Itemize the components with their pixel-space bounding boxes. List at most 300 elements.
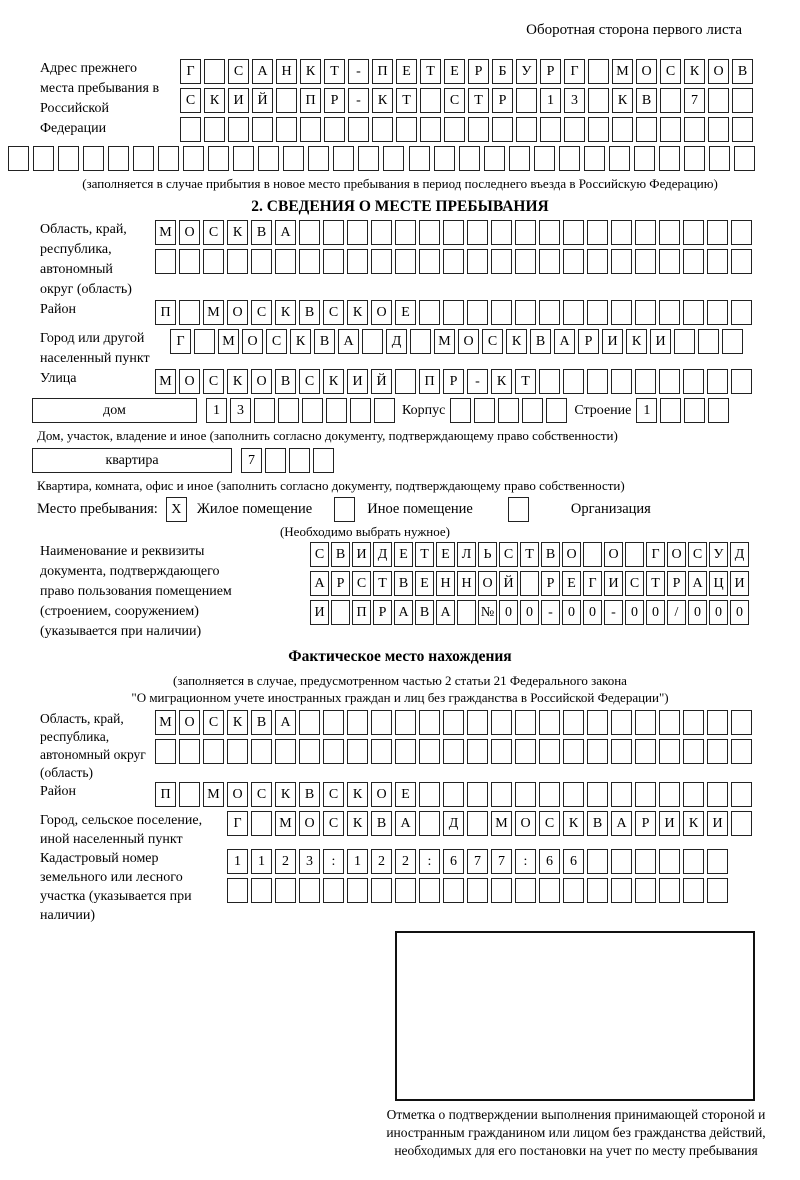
char-cell — [707, 220, 728, 245]
char-cell: О — [179, 369, 200, 394]
char-cell: Б — [492, 59, 513, 84]
char-cell: Й — [499, 571, 518, 596]
char-cell: 0 — [583, 600, 602, 625]
char-cell — [540, 117, 561, 142]
char-cell — [227, 878, 248, 903]
char-cell: К — [290, 329, 311, 354]
char-cell — [491, 878, 512, 903]
char-cell — [155, 249, 176, 274]
stay-type-note: (Необходимо выбрать нужное) — [279, 524, 451, 539]
char-cell: С — [251, 782, 272, 807]
char-cell — [180, 117, 201, 142]
char-cell — [659, 739, 680, 764]
char-cell — [276, 117, 297, 142]
char-cell — [563, 300, 584, 325]
char-cell — [371, 710, 392, 735]
char-cell — [158, 146, 179, 171]
char-cell: И — [604, 571, 623, 596]
char-cell: В — [394, 571, 413, 596]
char-cell: Р — [324, 88, 345, 113]
char-cell — [707, 249, 728, 274]
char-cell: П — [155, 782, 176, 807]
char-cell: Д — [386, 329, 407, 354]
char-cell — [419, 249, 440, 274]
char-cell — [33, 146, 54, 171]
char-cell: С — [203, 369, 224, 394]
char-cell — [516, 117, 537, 142]
char-cell — [515, 710, 536, 735]
char-cell — [179, 782, 200, 807]
char-cell: К — [347, 782, 368, 807]
city-block-2 — [40, 811, 755, 849]
char-cell — [252, 117, 273, 142]
char-cell — [467, 739, 488, 764]
char-cell — [659, 300, 680, 325]
char-cell — [520, 571, 539, 596]
char-cell — [459, 146, 480, 171]
stay-type-label: Место пребывания: — [37, 501, 158, 517]
char-cell: 7 — [241, 448, 262, 473]
char-cell — [515, 249, 536, 274]
char-cell: М — [155, 710, 176, 735]
char-cell: К — [372, 88, 393, 113]
char-cell — [635, 878, 656, 903]
char-cell: М — [612, 59, 633, 84]
char-cell: О — [371, 300, 392, 325]
char-cell — [731, 710, 752, 735]
char-cell — [563, 878, 584, 903]
house-block — [32, 398, 800, 427]
char-cell — [299, 249, 320, 274]
char-cell — [731, 249, 752, 274]
char-cell: Т — [415, 542, 434, 567]
char-cell: И — [228, 88, 249, 113]
option-residential-label: Жилое помещение — [196, 501, 313, 517]
city-block — [40, 329, 755, 369]
char-cell: М — [155, 220, 176, 245]
char-cell: Г — [646, 542, 665, 567]
cadastre-label: Кадастровый номер земельного или лесного участка (указывается при наличии) — [40, 851, 192, 923]
char-cell: В — [587, 811, 608, 836]
char-cell — [684, 146, 705, 171]
char-cell — [194, 329, 215, 354]
char-cell: Т — [396, 88, 417, 113]
char-cell: А — [611, 811, 632, 836]
char-cell — [707, 300, 728, 325]
char-cell: У — [516, 59, 537, 84]
document-block — [40, 542, 755, 642]
korpus-label: Корпус — [402, 403, 446, 418]
char-cell — [588, 117, 609, 142]
char-cell — [419, 811, 440, 836]
prev-address-row-1 — [180, 59, 753, 84]
char-cell — [587, 710, 608, 735]
char-cell — [204, 59, 225, 84]
char-cell: Д — [730, 542, 749, 567]
char-cell — [515, 878, 536, 903]
char-cell — [539, 782, 560, 807]
char-cell — [323, 878, 344, 903]
char-cell: С — [299, 369, 320, 394]
char-cell — [731, 300, 752, 325]
char-cell: И — [730, 571, 749, 596]
char-cell — [539, 739, 560, 764]
char-cell: В — [299, 782, 320, 807]
char-cell — [563, 782, 584, 807]
char-cell — [587, 739, 608, 764]
stroenie-label: Строение — [574, 403, 632, 418]
char-cell: 0 — [499, 600, 518, 625]
char-cell — [409, 146, 430, 171]
char-cell: В — [251, 710, 272, 735]
char-cell — [313, 448, 334, 473]
char-cell — [467, 220, 488, 245]
char-cell — [467, 811, 488, 836]
char-cell — [83, 146, 104, 171]
char-cell: Р — [667, 571, 686, 596]
char-cell — [612, 117, 633, 142]
char-cell: О — [179, 220, 200, 245]
char-cell — [587, 782, 608, 807]
char-cell — [515, 782, 536, 807]
char-cell — [635, 849, 656, 874]
char-cell — [371, 739, 392, 764]
prev-address-note: (заполняется в случае прибытия в новое место пребывания в период последнего въезда в Российскую Федерацию) — [82, 176, 718, 191]
char-cell: С — [539, 811, 560, 836]
char-cell: А — [275, 220, 296, 245]
char-cell — [258, 146, 279, 171]
char-cell — [331, 600, 350, 625]
char-cell — [419, 300, 440, 325]
document-row-1 — [310, 542, 749, 567]
char-cell: К — [275, 782, 296, 807]
char-cell — [333, 146, 354, 171]
char-cell — [395, 878, 416, 903]
char-cell — [299, 878, 320, 903]
char-cell — [419, 782, 440, 807]
char-cell: К — [227, 369, 248, 394]
char-cell — [539, 249, 560, 274]
char-cell — [587, 849, 608, 874]
char-cell — [515, 739, 536, 764]
char-cell: И — [659, 811, 680, 836]
street-row — [155, 369, 752, 394]
char-cell: К — [323, 369, 344, 394]
char-cell: Р — [443, 369, 464, 394]
char-cell — [371, 878, 392, 903]
char-cell — [707, 710, 728, 735]
district-block-2 — [40, 782, 755, 811]
char-cell — [179, 249, 200, 274]
char-cell: Т — [520, 542, 539, 567]
char-cell — [534, 146, 555, 171]
char-cell — [420, 117, 441, 142]
char-cell: П — [352, 600, 371, 625]
char-cell: К — [683, 811, 704, 836]
char-cell — [492, 117, 513, 142]
char-cell: С — [482, 329, 503, 354]
char-cell — [660, 398, 681, 423]
char-cell: К — [491, 369, 512, 394]
street-block — [40, 369, 755, 398]
confirmation-stamp-note: Отметка о подтверждении выполнения принимающей стороной и иностранным гражданином или лицом без гражданства действий, необходимых для его постановки на учет по месту пребывания — [386, 1107, 766, 1158]
char-cell — [419, 739, 440, 764]
region2-row-1 — [155, 710, 752, 735]
char-cell — [419, 220, 440, 245]
char-cell — [563, 710, 584, 735]
char-cell: Ь — [478, 542, 497, 567]
char-cell: : — [419, 849, 440, 874]
char-cell: К — [347, 811, 368, 836]
char-cell — [326, 398, 347, 423]
char-cell: К — [300, 59, 321, 84]
char-cell: М — [218, 329, 239, 354]
char-cell: С — [688, 542, 707, 567]
char-cell: А — [275, 710, 296, 735]
char-cell — [636, 117, 657, 142]
char-cell — [183, 146, 204, 171]
char-cell: А — [688, 571, 707, 596]
apartment-block — [32, 448, 800, 477]
char-cell — [362, 329, 383, 354]
char-cell — [563, 249, 584, 274]
char-cell: 1 — [227, 849, 248, 874]
char-cell: 1 — [206, 398, 227, 423]
char-cell: 0 — [646, 600, 665, 625]
char-cell: Т — [373, 571, 392, 596]
apartment-note: Квартира, комната, офис и иное (заполнить согласно документу, подтверждающему право собственности) — [37, 478, 625, 493]
char-cell: В — [251, 220, 272, 245]
char-cell — [58, 146, 79, 171]
char-cell: И — [352, 542, 371, 567]
char-cell — [609, 146, 630, 171]
char-cell: Р — [468, 59, 489, 84]
char-cell — [251, 878, 272, 903]
page-side-note: Оборотная сторона первого листа — [526, 22, 742, 38]
char-cell: С — [352, 571, 371, 596]
char-cell: С — [323, 782, 344, 807]
char-cell — [563, 220, 584, 245]
char-cell — [278, 398, 299, 423]
house-type-box: дом — [32, 398, 197, 423]
char-cell — [659, 369, 680, 394]
char-cell — [227, 739, 248, 764]
char-cell — [635, 782, 656, 807]
char-cell — [698, 329, 719, 354]
char-cell: С — [625, 571, 644, 596]
char-cell: В — [530, 329, 551, 354]
actual-location-note-1: (заполняется в случае, предусмотренном частью 2 статьи 21 Федерального закона — [173, 673, 627, 688]
char-cell: О — [708, 59, 729, 84]
char-cell: В — [732, 59, 753, 84]
char-cell: 3 — [230, 398, 251, 423]
char-cell: А — [395, 811, 416, 836]
char-cell: О — [604, 542, 623, 567]
char-cell: Ц — [709, 571, 728, 596]
prev-address-row-3 — [180, 117, 753, 142]
char-cell — [491, 782, 512, 807]
char-cell: Р — [541, 571, 560, 596]
char-cell — [546, 398, 567, 423]
char-cell: Т — [468, 88, 489, 113]
char-cell — [491, 739, 512, 764]
region-label: Область, край, республика, автономный округ (область) — [40, 222, 132, 297]
char-cell: О — [242, 329, 263, 354]
district-block — [40, 300, 755, 329]
char-cell — [659, 782, 680, 807]
char-cell — [659, 249, 680, 274]
char-cell — [684, 398, 705, 423]
char-cell — [444, 117, 465, 142]
char-cell — [254, 398, 275, 423]
char-cell — [684, 117, 705, 142]
document-row-2 — [310, 571, 749, 596]
char-cell: / — [667, 600, 686, 625]
cadastre-row-2 — [227, 878, 728, 903]
char-cell — [707, 878, 728, 903]
char-cell — [722, 329, 743, 354]
char-cell — [659, 146, 680, 171]
char-cell — [683, 220, 704, 245]
char-cell: С — [266, 329, 287, 354]
char-cell: Р — [540, 59, 561, 84]
char-cell: 7 — [684, 88, 705, 113]
char-cell: Н — [457, 571, 476, 596]
char-cell — [509, 146, 530, 171]
char-cell — [611, 249, 632, 274]
char-cell: 1 — [636, 398, 657, 423]
char-cell — [275, 739, 296, 764]
char-cell: Д — [373, 542, 392, 567]
char-cell: О — [667, 542, 686, 567]
char-cell: - — [348, 59, 369, 84]
char-cell — [683, 782, 704, 807]
char-cell — [395, 249, 416, 274]
char-cell — [443, 878, 464, 903]
cadastre-block — [40, 849, 755, 925]
char-cell — [683, 300, 704, 325]
document-row-3 — [310, 600, 749, 625]
prev-address-block — [40, 59, 755, 146]
char-cell: Д — [443, 811, 464, 836]
char-cell — [625, 542, 644, 567]
char-cell: 0 — [688, 600, 707, 625]
char-cell — [732, 117, 753, 142]
char-cell — [203, 739, 224, 764]
char-cell — [734, 146, 755, 171]
char-cell — [498, 398, 519, 423]
char-cell: 7 — [491, 849, 512, 874]
city-label-2: Город, сельское поселение, иной населенный пункт — [40, 813, 203, 847]
char-cell — [457, 600, 476, 625]
char-cell: В — [331, 542, 350, 567]
char-cell — [707, 739, 728, 764]
char-cell — [611, 878, 632, 903]
char-cell — [308, 146, 329, 171]
char-cell: К — [684, 59, 705, 84]
char-cell: Л — [457, 542, 476, 567]
char-cell — [8, 146, 29, 171]
char-cell — [396, 117, 417, 142]
char-cell: - — [348, 88, 369, 113]
char-cell: Е — [394, 542, 413, 567]
char-cell — [584, 146, 605, 171]
char-cell: А — [338, 329, 359, 354]
district2-row — [155, 782, 752, 807]
char-cell: С — [203, 710, 224, 735]
char-cell — [635, 369, 656, 394]
char-cell: К — [347, 300, 368, 325]
char-cell: С — [180, 88, 201, 113]
char-cell: К — [204, 88, 225, 113]
char-cell — [203, 249, 224, 274]
char-cell: 6 — [443, 849, 464, 874]
char-cell — [659, 710, 680, 735]
char-cell: - — [604, 600, 623, 625]
char-cell: С — [251, 300, 272, 325]
char-cell: Р — [492, 88, 513, 113]
char-cell — [251, 249, 272, 274]
char-cell: С — [499, 542, 518, 567]
char-cell — [419, 878, 440, 903]
char-cell: О — [227, 782, 248, 807]
char-cell — [635, 300, 656, 325]
char-cell — [443, 300, 464, 325]
char-cell — [522, 398, 543, 423]
char-cell — [611, 300, 632, 325]
char-cell — [484, 146, 505, 171]
char-cell — [707, 782, 728, 807]
char-cell: Т — [420, 59, 441, 84]
char-cell — [587, 220, 608, 245]
char-cell — [383, 146, 404, 171]
char-cell — [350, 398, 371, 423]
char-cell — [539, 220, 560, 245]
char-cell: Г — [583, 571, 602, 596]
char-cell — [443, 739, 464, 764]
char-cell: И — [347, 369, 368, 394]
char-cell — [587, 300, 608, 325]
char-cell: К — [612, 88, 633, 113]
char-cell — [358, 146, 379, 171]
apartment-number-row — [241, 448, 334, 473]
city-label: Город или другой населенный пункт — [40, 331, 150, 366]
char-cell: В — [636, 88, 657, 113]
char-cell — [227, 249, 248, 274]
char-cell — [299, 739, 320, 764]
checkbox-organization — [508, 497, 529, 522]
char-cell — [539, 300, 560, 325]
char-cell — [707, 849, 728, 874]
char-cell — [265, 448, 286, 473]
char-cell — [634, 146, 655, 171]
char-cell: 1 — [540, 88, 561, 113]
region-label-2: Область, край, республика, автономный округ (область) — [40, 711, 146, 780]
char-cell: С — [660, 59, 681, 84]
char-cell: О — [515, 811, 536, 836]
char-cell — [395, 710, 416, 735]
char-cell — [659, 220, 680, 245]
char-cell — [731, 369, 752, 394]
char-cell: И — [650, 329, 671, 354]
stroenie-row — [636, 398, 729, 423]
char-cell — [228, 117, 249, 142]
char-cell — [635, 710, 656, 735]
region-block — [40, 220, 755, 300]
char-cell: 0 — [562, 600, 581, 625]
char-cell — [467, 710, 488, 735]
char-cell: В — [371, 811, 392, 836]
